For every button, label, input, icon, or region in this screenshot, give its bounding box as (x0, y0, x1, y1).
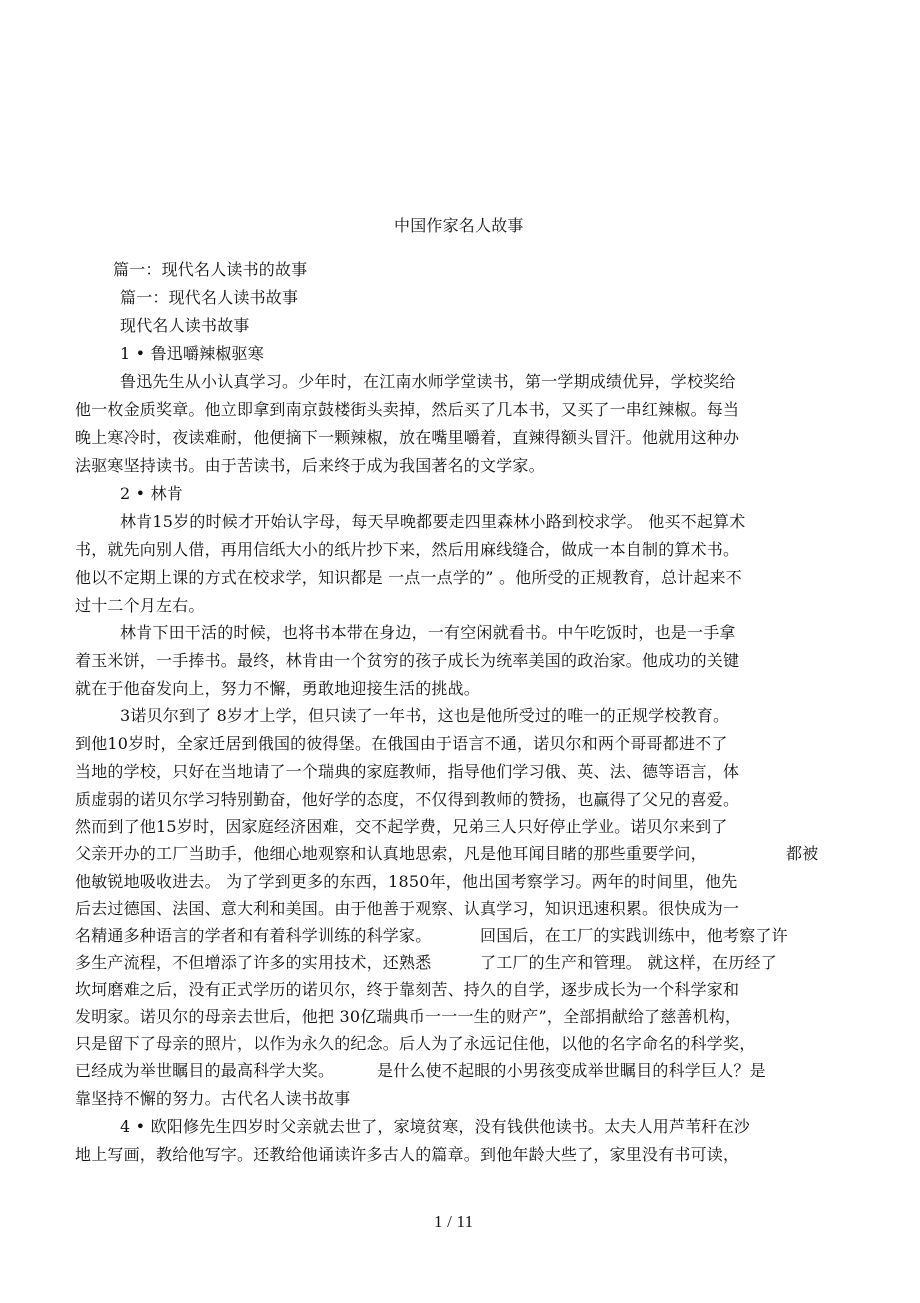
paragraph-line: 过十二个月左右。 (75, 596, 205, 615)
story-heading-luxun: 1 • 鲁迅嚼辣椒驱寒 (120, 344, 264, 363)
paragraph-line: 书，就先向别人借，再用信纸大小的纸片抄下来，然后用麻线缝合，做成一本自制的算术书。 (75, 540, 740, 559)
story-heading-lincoln: 2 • 林肯 (120, 484, 183, 503)
document-title: 中国作家名人故事 (394, 216, 524, 235)
page-indicator: 1 / 11 (434, 1212, 474, 1231)
paragraph-line: 他敏锐地吸收进去。 为了学到更多的东西，1850年，他出国考察学习。两年的时间里，他先 (75, 872, 738, 891)
heading-section: 现代名人读书故事 (120, 316, 250, 335)
paragraph-line-fragment: 是什么使不起眼的小男孩变成举世瞩目的科学巨人？是 (377, 1061, 766, 1080)
paragraph-line-fragment: 了工厂的生产和管理。 就这样，在历经了 (480, 953, 777, 972)
paragraph-line: 父亲开办的工厂当助手，他细心地观察和认真地思索，凡是他耳闻目睹的那些重要学问， (75, 844, 707, 863)
paragraph-line: 法驱寒坚持读书。由于苦读书，后来终于成为我国著名的文学家。 (75, 456, 545, 475)
paragraph-line: 他以不定期上课的方式在校求学，知识都是 一点一点学的” 。他所受的正规教育，总计起来不 (75, 568, 742, 587)
paragraph-line: 已经成为举世瞩目的最高科学大奖。 (75, 1061, 335, 1080)
paragraph-line: 只是留下了母亲的照片，以作为永久的纪念。后人为了永远记住他，以他的名字命名的科学奖， (75, 1034, 756, 1053)
paragraph-line: 当地的学校，只好在当地请了一个瑞典的家庭教师，指导他们学习俄、英、法、德等语言，体 (75, 762, 740, 781)
paragraph-line: 地上写画，教给他写字。还教给他诵读许多古人的篇章。到他年龄大些了，家里没有书可读， (75, 1145, 740, 1164)
paragraph-line-fragment: 回国后，在工厂的实践训练中，他考察了许 (480, 926, 788, 945)
paragraph-line-fragment: 都被 (786, 844, 819, 863)
paragraph-line: 林肯下田干活的时候，也将书本带在身边，一有空闲就看书。中午吃饭时，也是一手拿 (120, 623, 736, 642)
paragraph-line: 他一枚金质奖章。他立即拿到南京鼓楼街头卖掉，然后买了几本书，又买了一串红辣椒。每当 (75, 400, 740, 419)
paragraph-line: 林肯15岁的时候才开始认字母，每天早晚都要走四里森林小路到校求学。 他买不起算术 (120, 512, 746, 531)
paragraph-line: 晚上寒冷时，夜读难耐，他便摘下一颗辣椒，放在嘴里嚼着，直辣得额头冒汗。他就用这种办 (75, 428, 740, 447)
paragraph-line: 鲁迅先生从小认真学习。少年时，在江南水师学堂读书，第一学期成绩优异，学校奖给 (120, 372, 736, 391)
paragraph-line: 就在于他奋发向上，努力不懈，勇敢地迎接生活的挑战。 (75, 679, 481, 698)
heading-subchapter: 篇一：现代名人读书故事 (120, 288, 299, 307)
paragraph-line: 多生产流程，不但增添了许多的实用技术，还熟悉 (75, 953, 432, 972)
paragraph-line: 质虚弱的诺贝尔学习特别勤奋，他好学的态度，不仅得到教师的赞扬，也赢得了父兄的喜爱。 (75, 790, 740, 809)
paragraph-line: 靠坚持不懈的努力。古代名人读书故事 (75, 1089, 351, 1108)
paragraph-line: 4 • 欧阳修先生四岁时父亲就去世了，家境贫寒，没有钱供他读书。太夫人用芦苇秆在沙 (120, 1117, 750, 1136)
paragraph-line: 后去过德国、法国、意大利和美国。由于他善于观察、认真学习，知识迅速积累。很快成为一 (75, 899, 740, 918)
paragraph-line: 3诺贝尔到了 8岁才上学，但只读了一年书，这也是他所受过的唯一的正规学校教育。 (120, 706, 730, 725)
paragraph-line: 坎坷磨难之后，没有正式学历的诺贝尔，终于靠刻苦、持久的自学，逐步成长为一个科学家和 (75, 980, 740, 999)
paragraph-line: 发明家。诺贝尔的母亲去世后，他把 30亿瑞典币一一一生的财产”，全部捐献给了慈善机构， (75, 1007, 742, 1026)
paragraph-line: 然而到了他15岁时，因家庭经济困难，交不起学费，兄弟三人只好停止学业。诺贝尔来到了 (75, 817, 728, 836)
paragraph-line: 着玉米饼，一手捧书。最终，林肯由一个贫穷的孩子成长为统率美国的政治家。他成功的关键 (75, 651, 740, 670)
paragraph-line: 名精通多种语言的学者和有着科学训练的科学家。 (75, 926, 432, 945)
heading-chapter: 篇一：现代名人读书的故事 (113, 260, 308, 279)
paragraph-line: 到他10岁时，全家迁居到俄国的彼得堡。在俄国由于语言不通，诺贝尔和两个哥哥都进不了 (75, 734, 728, 753)
